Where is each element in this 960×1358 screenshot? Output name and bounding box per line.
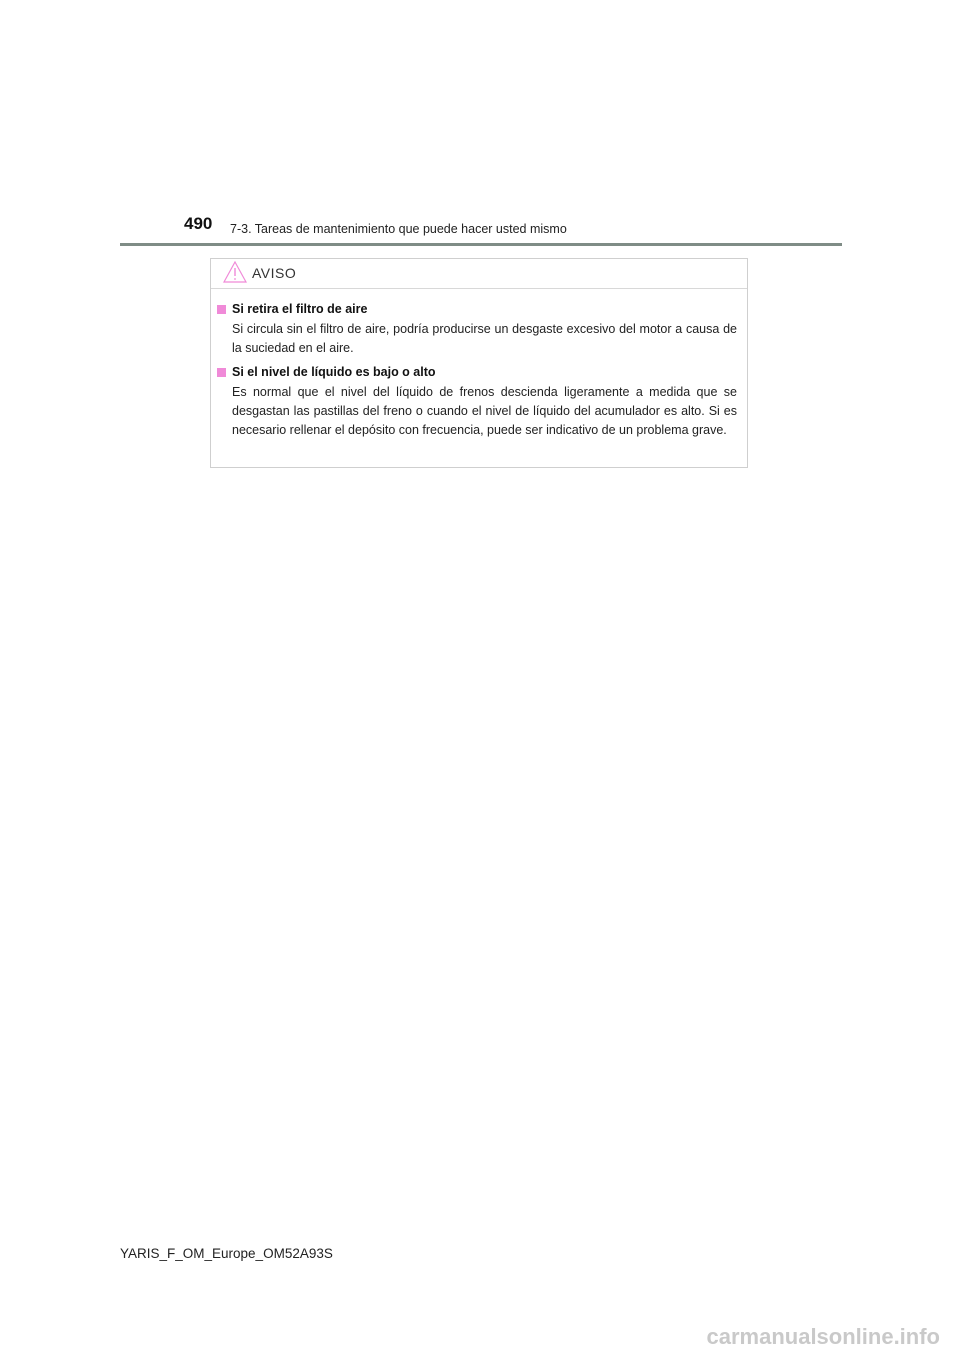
item-heading-text: Si el nivel de líquido es bajo o alto: [232, 365, 436, 379]
warning-box: [210, 258, 748, 468]
square-bullet-icon: [217, 368, 226, 377]
warning-triangle-icon: [223, 261, 247, 283]
warning-header: [211, 259, 747, 289]
warning-item: [217, 364, 737, 440]
item-text: Es normal que el nivel del líquido de frenos descienda ligeramente a medida que se desgastan las pastillas del freno o cuando el nivel de líquido del acumulador es alto. Si es necesario rellenar el depósito con frecuencia, puede ser indicativo de un problema grave.: [232, 385, 737, 437]
section-title: 7-3. Tareas de mantenimiento que puede hacer usted mismo: [230, 222, 567, 236]
square-bullet-icon: [217, 305, 226, 314]
item-heading-text: Si retira el filtro de aire: [232, 302, 368, 316]
item-heading: [217, 301, 737, 318]
item-heading: [217, 364, 737, 381]
page-number: 490: [184, 214, 213, 233]
warning-label: AVISO: [252, 265, 297, 281]
item-text: Si circula sin el filtro de aire, podría producirse un desgaste excesivo del motor a causa de la suciedad en el aire.: [232, 322, 737, 355]
warning-body: [211, 289, 747, 440]
header-rule: [120, 243, 842, 246]
footer-doc-code: YARIS_F_OM_Europe_OM52A93S: [120, 1246, 333, 1261]
warning-item: [217, 301, 737, 358]
watermark: carmanualsonline.info: [706, 1324, 940, 1349]
